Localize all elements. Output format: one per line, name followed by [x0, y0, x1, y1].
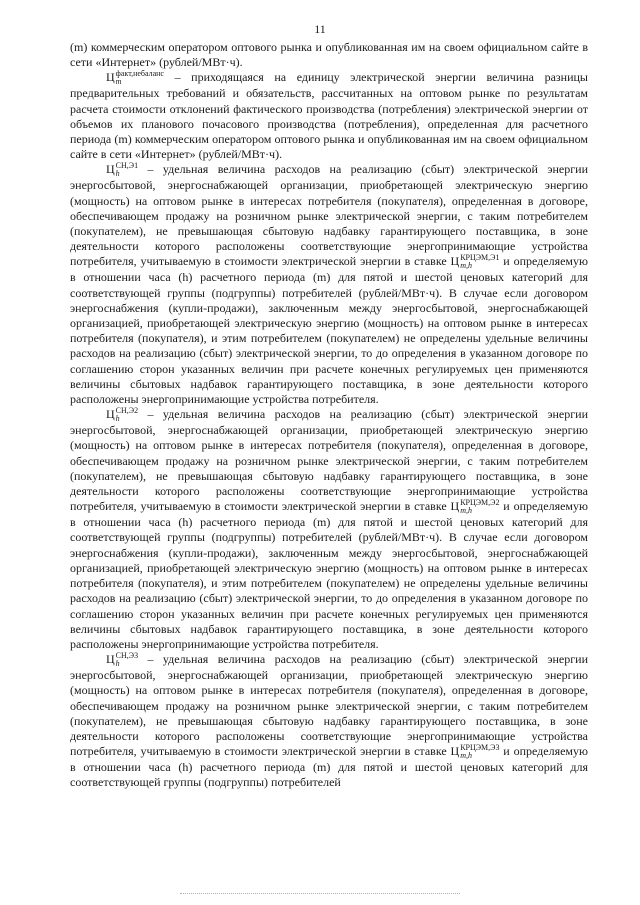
paragraph-text: (m) коммерческим оператором оптового рынка и опубликованная им на своем официальном сайте в сети «Интернет» (рублей/МВт·ч). — [70, 40, 588, 70]
inline-formula-symbol: Ц КРЦЭМ,Э1 m,h — [450, 253, 500, 271]
definition-sn-e2 — [70, 407, 588, 652]
definition-text-part-b: и определяемую в отношении часа (h) расчетного периода (m) для пятой и шестой ценовых категорий для соответствующей группы (подгруппы) потребителей (рублей/МВт·ч). В случае если договором энергоснабжения (купли-продажи), заключенным между энергосбытовой, энергоснабжающей организацией, приобретающей электрическую энергию (мощность) на оптовом рынке в интересах потребителя (покупателя), и этим потребителем (покупателем) не определены удельные величины расходов на реализацию (сбыт) электрической энергии, то до определения в указанном договоре по соглашению сторон указанных величин при расчете конечных регулируемых цен применяются величины сбытовых надбавок гарантирующего поставщика, в зоне деятельности которого расположены энергопринимающие устройства потребителя. — [70, 499, 588, 651]
definition-text: – приходящаяся на единицу электрической энергии величина разницы предварительных требований и обязательств, рассчитанных на оптовом рынке по результатам расчета стоимости отклонений фактического производства (потребления) электрической энергии от объемов их планового почасового производства (потребления), определенная для расчетного периода (m) коммерческим оператором оптового рынка и опубликованная им на своем официальном сайте в сети «Интернет» (рублей/МВт·ч). — [70, 70, 588, 162]
scan-bottom-artifact — [180, 893, 460, 894]
definition-text-part-a: – удельная величина расходов на реализацию (сбыт) электрической энергии энергосбытовой, энергоснабжающей организации, приобретающей электрическую энергию (мощность) на оптовом рынке в интересах потребителя (покупателя), определенная в договоре, обеспечивающем продажу на розничном рынке электрической энергии, с таким потребителем (покупателем), не превышающая сбытовую надбавку гарантирующего поставщика, в зоне деятельности которого расположены соответствующие энергопринимающие устройства потребителя, учитываемую в стоимости электрической энергии в ставке — [70, 407, 588, 514]
formula-symbol: Ц факт,небаланс m — [106, 69, 164, 87]
definition-sn-e1 — [70, 162, 588, 407]
definition-fact-nebalans — [70, 70, 588, 162]
formula-symbol: Ц СН,Э3 h — [106, 651, 139, 669]
definition-text-part-b: и определяемую в отношении часа (h) расчетного периода (m) для пятой и шестой ценовых категорий для соответствующей группы (подгруппы) потребителей — [70, 744, 588, 790]
formula-symbol: Ц СН,Э1 h — [106, 161, 139, 179]
definition-sn-e3 — [70, 652, 588, 790]
definition-text-part-a: – удельная величина расходов на реализацию (сбыт) электрической энергии энергосбытовой, энергоснабжающей организации, приобретающей электрическую энергию (мощность) на оптовом рынке в интересах потребителя (покупателя), определенная в договоре, обеспечивающем продажу на розничном рынке электрической энергии, с таким потребителем (покупателем), не превышающая сбытовую надбавку гарантирующего поставщика, в зоне деятельности которого расположены соответствующие энергопринимающие устройства потребителя, учитываемую в стоимости электрической энергии в ставке — [70, 652, 588, 759]
formula-symbol: Ц СН,Э2 h — [106, 406, 139, 424]
inline-formula-symbol: Ц КРЦЭМ,Э3 m,h — [450, 743, 500, 761]
definition-text-part-b: и определяемую в отношении часа (h) расчетного периода (m) для пятой и шестой ценовых категорий для соответствующей группы (подгруппы) потребителей (рублей/МВт·ч). В случае если договором энергоснабжения (купли-продажи), заключенным между энергосбытовой, энергоснабжающей организацией, приобретающей электрическую энергию (мощность) на оптовом рынке в интересах потребителя (покупателя), и этим потребителем (покупателем) не определены удельные величины расходов на реализацию (сбыт) электрической энергии, то до определения в указанном договоре по соглашению сторон указанных величин при расчете конечных регулируемых цен применяются величины сбытовых надбавок гарантирующего поставщика, в зоне деятельности которого расположены энергопринимающие устройства потребителя. — [70, 254, 588, 407]
page-number: 11 — [314, 22, 326, 36]
paragraph-continuation — [70, 40, 588, 70]
document-body — [70, 40, 588, 791]
definition-text-part-a: – удельная величина расходов на реализацию (сбыт) электрической энергии энергосбытовой, энергоснабжающей организации, приобретающей электрическую энергию (мощность) на оптовом рынке в интересах потребителя (покупателя), определенная в договоре, обеспечивающем продажу на розничном рынке электрической энергии, с таким потребителем (покупателем), не превышающая сбытовую надбавку гарантирующего поставщика, в зоне деятельности которого расположены соответствующие энергопринимающие устройства потребителя, учитываемую в стоимости электрической энергии в ставке — [70, 162, 588, 269]
inline-formula-symbol: Ц КРЦЭМ,Э2 m,h — [450, 498, 500, 516]
